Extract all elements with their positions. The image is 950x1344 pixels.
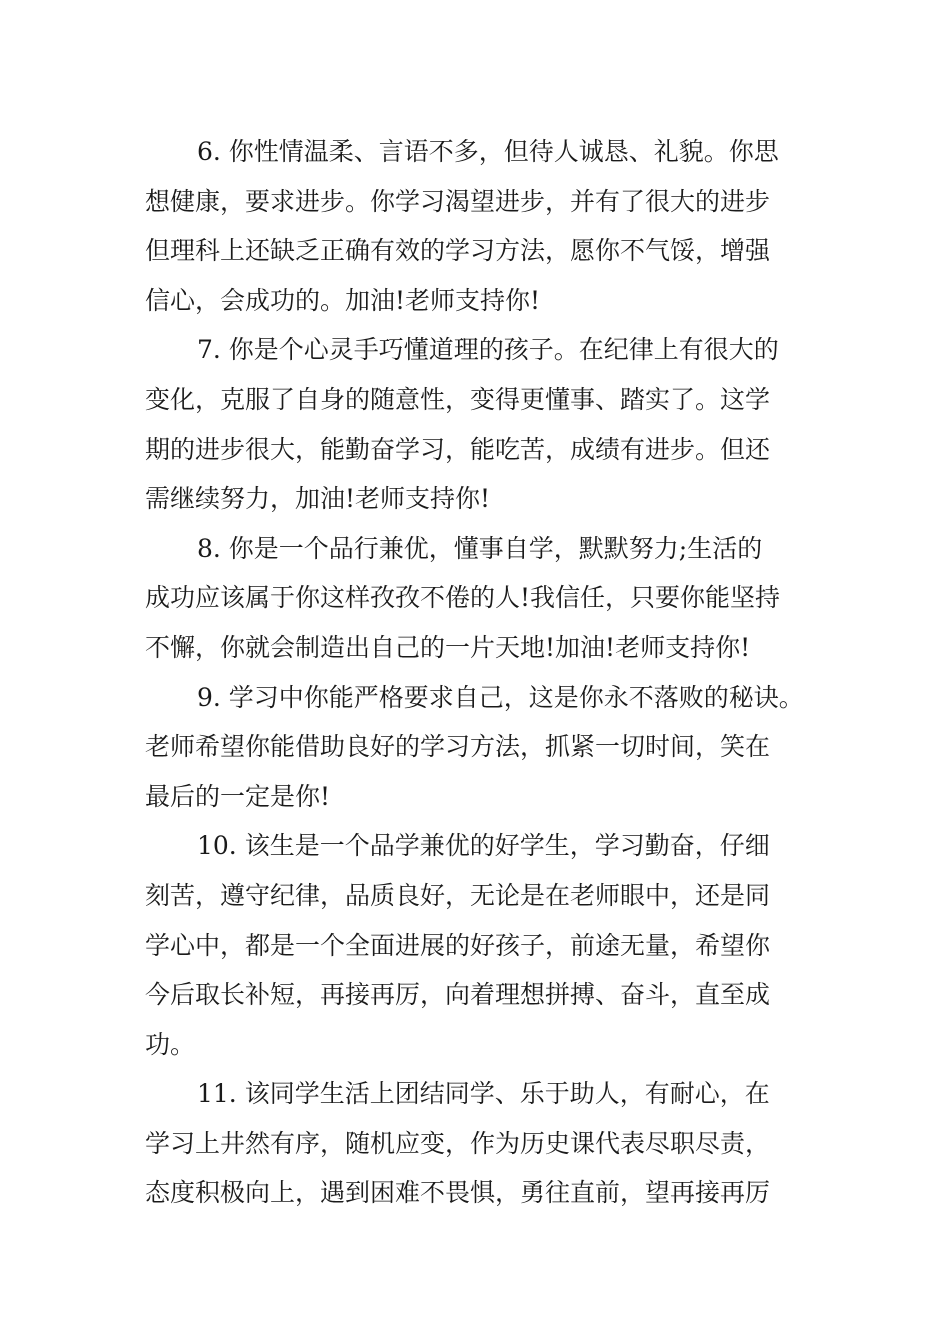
paragraph-line: 不懈，你就会制造出自己的一片天地!加油!老师支持你! [145,632,751,662]
comment-paragraph-6 [145,127,825,325]
paragraph-line: 11. 该同学生活上团结同学、乐于助人，有耐心，在 [197,1079,770,1109]
paragraph-line: 成功应该属于你这样孜孜不倦的人!我信任，只要你能坚持 [145,583,781,613]
paragraph-line: 信心，会成功的。加油!老师支持你! [145,285,541,315]
paragraph-line: 学习上井然有序，随机应变，作为历史课代表尽职尽责， [145,1128,771,1158]
paragraph-line: 9. 学习中你能严格要求自己，这是你永不落败的秘诀。 [197,682,804,712]
paragraph-line: 学心中，都是一个全面进展的好孩子，前途无量，希望你 [145,930,771,960]
comment-paragraph-10 [145,821,825,1069]
paragraph-line: 刻苦，遵守纪律，品质良好，无论是在老师眼中，还是同 [145,880,771,910]
paragraph-line: 需继续努力，加油!老师支持你! [145,484,491,514]
paragraph-line: 最后的一定是你! [145,781,331,811]
comment-paragraph-11 [145,1069,825,1218]
paragraph-line: 期的进步很大，能勤奋学习，能吃苦，成绩有进步。但还 [145,434,771,464]
comment-paragraph-7 [145,325,825,523]
paragraph-line: 10. 该生是一个品学兼优的好学生，学习勤奋，仔细 [197,831,770,861]
paragraph-line: 想健康，要求进步。你学习渴望进步，并有了很大的进步 [145,186,771,216]
paragraph-line: 变化，克服了自身的随意性，变得更懂事、踏实了。这学 [145,384,771,414]
paragraph-line: 今后取长补短，再接再厉，向着理想拼搏、奋斗，直至成 [145,980,771,1010]
comment-paragraph-9 [145,673,825,822]
paragraph-line: 7. 你是个心灵手巧懂道理的孩子。在纪律上有很大的 [197,335,779,365]
document-body [145,127,825,1218]
paragraph-line: 态度积极向上，遇到困难不畏惧，勇往直前，望再接再厉 [145,1178,771,1208]
comment-paragraph-8 [145,524,825,673]
paragraph-line: 功。 [145,1029,196,1059]
paragraph-line: 8. 你是一个品行兼优，懂事自学，默默努力;生活的 [197,533,763,563]
paragraph-line: 6. 你性情温柔、言语不多，但待人诚恳、礼貌。你思 [197,137,779,166]
paragraph-line: 但理科上还缺乏正确有效的学习方法，愿你不气馁，增强 [145,236,771,266]
paragraph-line: 老师希望你能借助良好的学习方法，抓紧一切时间，笑在 [145,732,771,762]
